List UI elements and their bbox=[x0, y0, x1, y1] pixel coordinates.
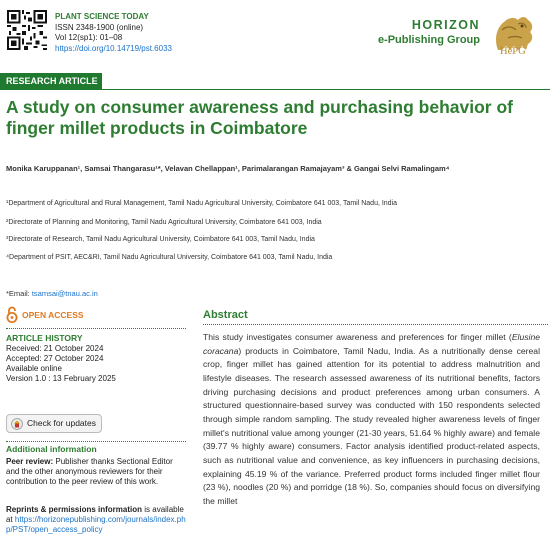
abstract-text bbox=[203, 331, 540, 550]
affiliation-1: ¹Department of Agricultural and Rural Management, Tamil Nadu Agricultural University, Coimbatore 641 003, Tamil Nadu, India bbox=[6, 200, 398, 207]
species-name: Elusine coracana bbox=[203, 332, 540, 356]
affiliation-4: ⁴Department of PSIT, AEC&RI, Tamil Nadu Agricultural University, Coimbatore 641 003, Tamil Nadu, India bbox=[6, 254, 333, 261]
publisher-line2: e-Publishing Group bbox=[377, 34, 480, 46]
article-history bbox=[6, 344, 181, 384]
peer-review-label: Peer review: bbox=[6, 457, 54, 466]
affiliation-2: ²Directorate of Planning and Monitoring, Tamil Nadu Agricultural University, Coimbatore 641 003, India bbox=[6, 219, 322, 226]
reprints-link[interactable]: https://horizonepublishing.com/journals/index.php/PST/open_access_policy bbox=[6, 515, 186, 534]
reprints-label: Reprints & permissions information bbox=[6, 505, 143, 514]
additional-info-heading: Additional information bbox=[6, 444, 97, 454]
peer-review bbox=[6, 457, 186, 487]
email-label: *Email: bbox=[6, 289, 32, 298]
check-updates-button[interactable] bbox=[6, 414, 102, 433]
issn: ISSN 2348-1900 (online) bbox=[55, 22, 144, 32]
version-date: Version 1.0 : 13 February 2025 bbox=[6, 374, 116, 383]
check-updates-icon bbox=[11, 418, 23, 430]
publisher-line1: HORIZON bbox=[411, 18, 480, 32]
journal-info bbox=[55, 12, 172, 54]
divider bbox=[203, 324, 548, 325]
reprints-info bbox=[6, 505, 186, 535]
divider bbox=[6, 441, 186, 442]
doi-link[interactable]: https://doi.org/10.14719/pst.6033 bbox=[55, 43, 172, 53]
history-heading: ARTICLE HISTORY bbox=[6, 333, 83, 343]
divider bbox=[102, 89, 550, 90]
check-updates-label: Check for updates bbox=[27, 418, 96, 428]
accepted-date: Accepted: 27 October 2024 bbox=[6, 354, 104, 363]
abstract-heading: Abstract bbox=[203, 309, 248, 321]
qr-code bbox=[7, 10, 47, 50]
abstract-text-rest: ) products in Coimbatore, Tamil Nadu, India. As a nutritionally dense cereal crop, finger millet has gained attention for its potential to address malnutrition and lifestyle diseases. The research assessed awareness of its nutritional benefits, factors driving purchasing decisions and product preferences among urban consumers. A structured questionnaire-based survey was conducted with 150 respondents selected through simple random sampling. The study revealed higher awareness levels of finger millet's nutritional value among younger (21-30 years, 51.64 % highly aware) and female (39.77 % highly aware) consumers. Factor analysis identified product-related aspects, such as nutritional value and convenience, as key influencers in purchasing decisions, explaining 45.19 % of the variance. Preferred product forms included finger millet flour (23 %), noodles (20 %) and porridge (18 %). So, companies should focus on diversifying the millet bbox=[203, 345, 540, 506]
abstract-text-start: This study investigates consumer awareness and preferences for finger millet ( bbox=[203, 332, 512, 342]
article-type-badge: RESEARCH ARTICLE bbox=[0, 73, 102, 90]
open-access-label: OPEN ACCESS bbox=[22, 310, 84, 320]
affiliation-3: ³Directorate of Research, Tamil Nadu Agricultural University, Coimbatore 641 003, Tamil Nadu, India bbox=[6, 236, 315, 243]
volume: Vol 12(sp1): 01–08 bbox=[55, 33, 123, 42]
journal-name: PLANT SCIENCE TODAY bbox=[55, 12, 149, 21]
article-title: A study on consumer awareness and purchasing behavior of finger millet products in Coimbatore bbox=[6, 97, 513, 138]
email-link[interactable]: tsamsai@tnau.ac.in bbox=[31, 289, 98, 298]
logo-text: HePG bbox=[500, 46, 526, 57]
available-online: Available online bbox=[6, 364, 62, 373]
author-list: Monika Karuppanan¹, Samsai Thangarasu¹*, Velavan Chellappan¹, Parimalarangan Ramajayam³ & Gangai Selvi Ramalingam⁴ bbox=[6, 164, 450, 173]
corresponding-email bbox=[6, 289, 98, 298]
received-date: Received: 21 October 2024 bbox=[6, 344, 104, 353]
peer-review-text: Publisher thanks Sectional Editor and the other anonymous reviewers for their contribution to the peer review of this work. bbox=[6, 457, 173, 486]
open-access-icon bbox=[6, 306, 18, 323]
publisher-name bbox=[378, 18, 480, 46]
reprints-text: is available at bbox=[6, 505, 184, 524]
divider bbox=[6, 328, 186, 329]
